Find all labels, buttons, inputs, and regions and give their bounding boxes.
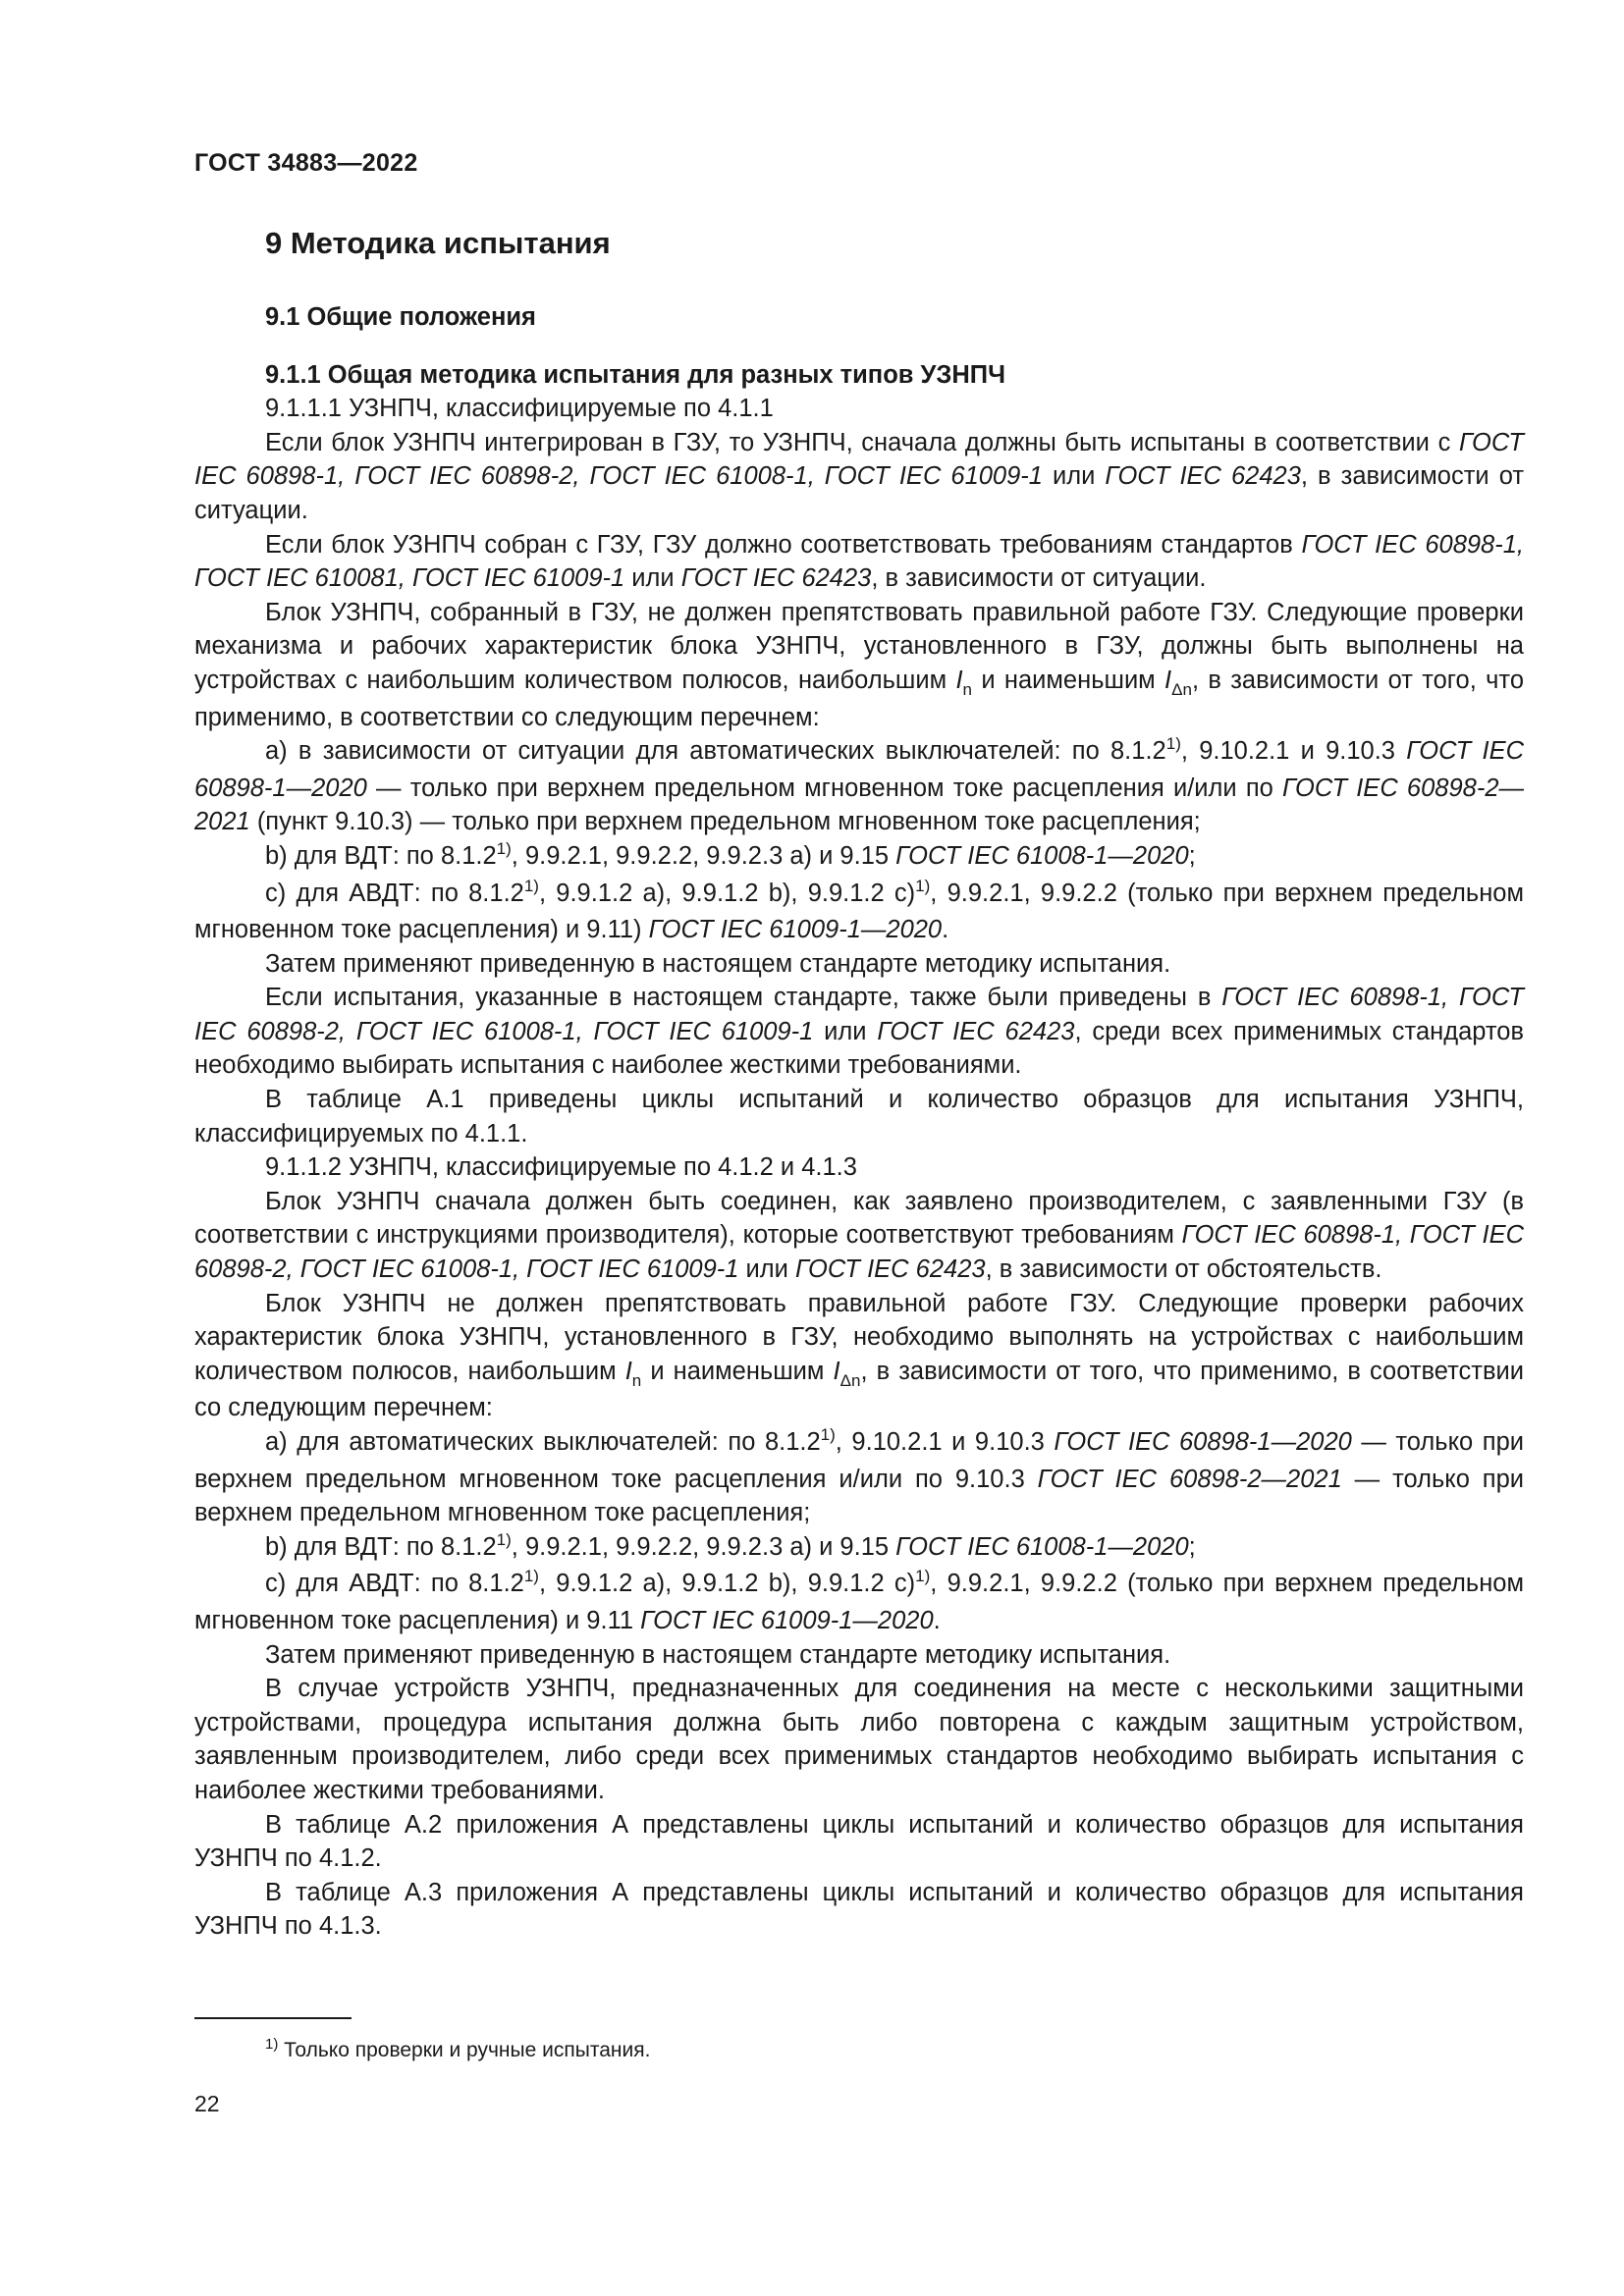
standard-reference: ГОСТ IEC 61008-1—2020 bbox=[895, 841, 1189, 870]
paragraph-checks-intro-2: Блок УЗНПЧ не должен препятствовать правильной работе ГЗУ. Следующие проверки рабочих характеристик блока УЗНПЧ, установленного в ГЗУ, необходимо выполнять на устройствах с наибольшим количеством полюсов, наибольшим $I_n$ и наименьшим $I_{\Delta n}$, в зависимости от того, что применимо, в соответствии со следующим перечнем: bbox=[194, 1289, 1524, 1422]
list-item-c-2: c) для АВДТ: по 8.1.2$^{1)}$, 9.9.1.2 a), 9.9.1.2 b), 9.9.1.2 c)$^{1)}$, 9.9.2.1, 9.9.2.2 (только при верхнем предельном мгновенном токе расцепления) и 9.11 ГОСТ IEC 61009-1—2020. bbox=[194, 1567, 1525, 1634]
footnote-text: Только проверки и ручные испытания. bbox=[278, 2039, 651, 2061]
footnote-ref: 1) bbox=[523, 876, 539, 895]
standard-reference: ГОСТ IEC 62423 bbox=[795, 1255, 986, 1284]
standard-reference: ГОСТ IEC 62423 bbox=[877, 1017, 1075, 1045]
list-item-a-1: a) в зависимости от ситуации для автоматических выключателей: по 8.1.2$^{1)}$, 9.10.2.1 и 9.10.3 ГОСТ IEC 60898-1—2020 — только при верхнем предельном мгновенном токе расцепления и/или по ГОСТ IEC 60898-2—2021 (пункт 9.10.3) — только при верхнем предельном мгновенном токе расцепления; bbox=[194, 734, 1525, 836]
section-title: 9 Методика испытания bbox=[265, 226, 611, 260]
footnote-ref: 1) bbox=[523, 1567, 539, 1586]
paragraph-table-a2: В таблице А.2 приложения А представлены циклы испытаний и количество образцов для испытания УЗНПЧ по 4.1.2. bbox=[194, 1810, 1524, 1873]
standard-reference: ГОСТ IEC 62423 bbox=[1105, 462, 1301, 491]
paragraph-table-a1: В таблице А.1 приведены циклы испытаний и количество образцов для испытания УЗНПЧ, классифицируемых по 4.1.1. bbox=[194, 1086, 1524, 1148]
footnote-divider bbox=[194, 2017, 352, 2019]
paragraph-checks-intro-1: Блок УЗНПЧ, собранный в ГЗУ, не должен препятствовать правильной работе ГЗУ. Следующие проверки механизма и рабочих характеристик блока УЗНПЧ, установленного в ГЗУ, должны быть выполнены на устройствах с наибольшим количеством полюсов, наибольшим $I_n$ и наименьшим $I_{\Delta n}$, в зависимости от того, что применимо, в соответствии со следующим перечнем: bbox=[194, 598, 1524, 731]
standard-reference: ГОСТ IEC 60898-1, ГОСТ IEC 60898-2, ГОСТ IEC 61008-1, ГОСТ IEC 61009-1 bbox=[194, 984, 1524, 1045]
paragraph-9-1-1-1: 9.1.1.1 УЗНПЧ, классифицируемые по 4.1.1 bbox=[265, 395, 774, 423]
footnote bbox=[265, 2036, 650, 2067]
footnote-ref: 1) bbox=[915, 1567, 931, 1586]
footnote-ref: 1) bbox=[820, 1425, 836, 1444]
standard-reference: ГОСТ IEC 60898-2—2021 bbox=[1037, 1465, 1342, 1493]
footnote-mark: 1) bbox=[265, 2036, 279, 2053]
paragraph-multiple-devices: В случае устройств УЗНПЧ, предназначенных для соединения на месте с несколькими защитными устройствами, процедура испытания должна быть либо повторена с каждым защитным устройством, заявленным производителем, либо среди всех применимых стандартов необходимо выбирать испытания с наиболее жесткими требованиями. bbox=[194, 1675, 1524, 1804]
paragraph-strict-requirements-1: Если испытания, указанные в настоящем стандарте, также были приведены в ГОСТ IEC 60898-1, ГОСТ IEC 60898-2, ГОСТ IEC 61008-1, ГОСТ IEC 61009-1 или ГОСТ IEC 62423, среди всех применимых стандартов необходимо выбирать испытания с наиболее жесткими требованиями. bbox=[194, 984, 1525, 1080]
page-content bbox=[194, 224, 1524, 1944]
paragraph-integrated: Если блок УЗНПЧ интегрирован в ГЗУ, то УЗНПЧ, сначала должны быть испытаны в соответствии с ГОСТ IEC 60898-1, ГОСТ IEC 60898-2, ГОСТ IEC 61008-1, ГОСТ IEC 61009-1 или ГОСТ IEC 62423, в зависимости от ситуации. bbox=[194, 428, 1525, 524]
paragraph-table-a3: В таблице А.3 приложения А представлены циклы испытаний и количество образцов для испытания УЗНПЧ по 4.1.3. bbox=[194, 1878, 1524, 1941]
standard-reference: ГОСТ IEC 60898-1, ГОСТ IEC 610081, ГОСТ IEC 61009-1 bbox=[194, 530, 1524, 593]
standard-reference: ГОСТ IEC 60898-1—2020 bbox=[194, 737, 1524, 802]
footnote-ref: 1) bbox=[496, 838, 512, 858]
list-item-b-1: b) для ВДТ: по 8.1.2$^{1)}$, 9.9.2.1, 9.9.2.2, 9.9.2.3 a) и 9.15 ГОСТ IEC 61008-1—2020; bbox=[265, 838, 1196, 870]
footnote-ref: 1) bbox=[1165, 734, 1181, 754]
standard-reference: ГОСТ IEC 61008-1—2020 bbox=[895, 1532, 1189, 1561]
paragraph-9-1-1-2: 9.1.1.2 УЗНПЧ, классифицируемые по 4.1.2 и 4.1.3 bbox=[265, 1153, 857, 1182]
paragraph-assembled: Если блок УЗНПЧ собран с ГЗУ, ГЗУ должно соответствовать требованиям стандартов ГОСТ IEC 60898-1, ГОСТ IEC 610081, ГОСТ IEC 61009-1 или ГОСТ IEC 62423, в зависимости от ситуации. bbox=[194, 530, 1524, 593]
paragraph-apply-method-1: Затем применяют приведенную в настоящем стандарте методику испытания. bbox=[265, 949, 1171, 978]
paragraph-connected: Блок УЗНПЧ сначала должен быть соединен, как заявлено производителем, с заявленными ГЗУ (в соответствии с инструкциями производителя), которые соответствуют требованиям ГОСТ IEC 60898-1, ГОСТ IEC 60898-2, ГОСТ IEC 61008-1, ГОСТ IEC 61009-1 или ГОСТ IEC 62423, в зависимости от обстоятельств. bbox=[194, 1187, 1524, 1284]
standard-reference: ГОСТ IEC 61009-1—2020 bbox=[648, 916, 943, 944]
subsubsection-title: 9.1.1 Общая методика испытания для разных типов УЗНПЧ bbox=[265, 360, 1006, 389]
list-item-a-2: a) для автоматических выключателей: по 8.1.2$^{1)}$, 9.10.2.1 и 9.10.3 ГОСТ IEC 60898-1—2020 — только при верхнем предельном мгновенном токе расцепления и/или по 9.10.3 ГОСТ IEC 60898-2—2021 — только при верхнем предельном мгновенном токе расцепления; bbox=[194, 1425, 1525, 1527]
list-item-c-1: c) для АВДТ: по 8.1.2$^{1)}$, 9.9.1.2 a), 9.9.1.2 b), 9.9.1.2 c)$^{1)}$, 9.9.2.1, 9.9.2.2 (только при верхнем предельном мгновенном токе расцепления) и 9.11) ГОСТ IEC 61009-1—2020. bbox=[194, 876, 1525, 944]
standard-reference: ГОСТ IEC 61009-1—2020 bbox=[640, 1606, 934, 1634]
footnote-ref: 1) bbox=[496, 1529, 512, 1549]
list-item-b-2: b) для ВДТ: по 8.1.2$^{1)}$, 9.9.2.1, 9.9.2.2, 9.9.2.3 a) и 9.15 ГОСТ IEC 61008-1—2020; bbox=[265, 1529, 1196, 1561]
standard-reference: ГОСТ IEC 62423 bbox=[680, 564, 872, 593]
page-number: 22 bbox=[194, 2091, 220, 2116]
standard-reference: ГОСТ IEC 60898-2—2021 bbox=[194, 774, 1525, 836]
paragraph-apply-method-2: Затем применяют приведенную в настоящем стандарте методику испытания. bbox=[265, 1640, 1171, 1669]
subsection-title: 9.1 Общие положения bbox=[265, 303, 536, 331]
document-header: ГОСТ 34883—2022 bbox=[194, 149, 418, 177]
standard-reference: ГОСТ IEC 60898-1, ГОСТ IEC 60898-2, ГОСТ IEC 61008-1, ГОСТ IEC 61009-1 bbox=[194, 428, 1524, 491]
footnote-ref: 1) bbox=[915, 876, 931, 895]
standard-reference: ГОСТ IEC 60898-1—2020 bbox=[1054, 1428, 1352, 1456]
standard-reference: ГОСТ IEC 60898-1, ГОСТ IEC 60898-2, ГОСТ IEC 61008-1, ГОСТ IEC 61009-1 bbox=[194, 1221, 1524, 1284]
